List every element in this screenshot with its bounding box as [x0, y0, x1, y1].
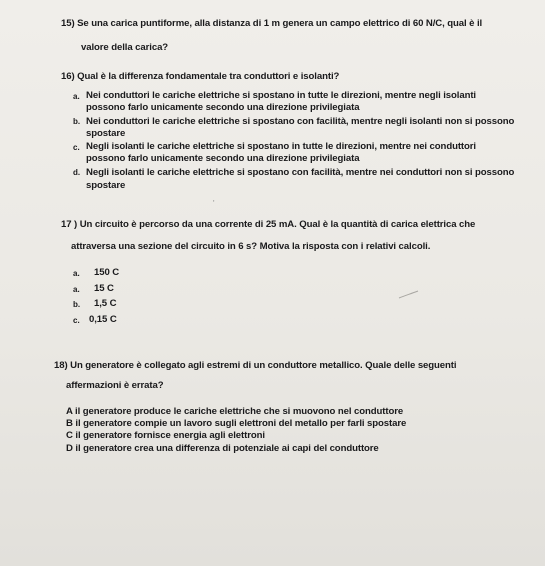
- q16-option-b-letter: b.: [73, 117, 81, 126]
- q18-line2: affermazioni è errata?: [66, 380, 164, 391]
- q17-option-4-text: 0,15 C: [89, 314, 117, 325]
- q16-option-a-line1: Nei conduttori le cariche elettriche si spostano in tutte le direzioni, mentre negli isolanti: [86, 90, 476, 101]
- q16-option-c-line1: Negli isolanti le cariche elettriche si spostano in tutte le direzioni, mentre nei conduttori: [86, 141, 476, 152]
- q18-option-d: D il generatore crea una differenza di potenziale ai capi del conduttore: [66, 443, 379, 454]
- q18-line1: 18) Un generatore è collegato agli estremi di un conduttore metallico. Quale delle seguenti: [54, 360, 457, 371]
- q16-option-d-line1: Negli isolanti le cariche elettriche si spostano con facilità, mentre nei conduttori non si possono: [86, 167, 515, 178]
- q16-option-c-letter: c.: [73, 143, 80, 152]
- q18-option-c: C il generatore fornisce energia agli elettroni: [66, 430, 265, 441]
- q17-option-4-letter: c.: [73, 316, 80, 325]
- q16-option-a-letter: a.: [73, 92, 80, 101]
- q16-option-a-line2: possono farlo unicamente secondo una direzione privilegiata: [86, 102, 360, 113]
- q17-option-3-text: 1,5 C: [94, 298, 117, 309]
- q17-option-1-letter: a.: [73, 269, 80, 278]
- q17-option-2-text: 15 C: [94, 283, 114, 294]
- q18-option-a: A il generatore produce le cariche elettriche che si muovono nel conduttore: [66, 406, 404, 417]
- q17-line2: attraversa una sezione del circuito in 6 s? Motiva la risposta con i relativi calcoli.: [71, 241, 431, 252]
- q17-line1: 17 ) Un circuito è percorso da una corrente di 25 mA. Qual è la quantità di carica elettrica che: [61, 219, 476, 230]
- q16-option-d-line2: spostare: [86, 180, 126, 191]
- pen-mark: ': [213, 199, 215, 208]
- q16-option-b-line1: Nei conduttori le cariche elettriche si spostano con facilità, mentre negli isolanti non si possono: [86, 116, 515, 127]
- q15-line2: valore della carica?: [81, 42, 169, 53]
- q17-option-2-letter: a.: [73, 285, 80, 294]
- q16-option-b-line2: spostare: [86, 128, 126, 139]
- q17-option-3-letter: b.: [73, 300, 81, 309]
- q18-option-b: B il generatore compie un lavoro sugli elettroni del metallo per farli spostare: [66, 418, 407, 429]
- q16-title: 16) Qual è la differenza fondamentale tra conduttori e isolanti?: [61, 71, 340, 82]
- q17-option-1-text: 150 C: [94, 267, 120, 278]
- pencil-scribble: [398, 290, 420, 300]
- q15-line1: 15) Se una carica puntiforme, alla distanza di 1 m genera un campo elettrico di 60 N/C, qual è il: [61, 18, 483, 29]
- q16-option-d-letter: d.: [73, 168, 81, 177]
- q16-option-c-line2: possono farlo unicamente secondo una direzione privilegiata: [86, 153, 360, 164]
